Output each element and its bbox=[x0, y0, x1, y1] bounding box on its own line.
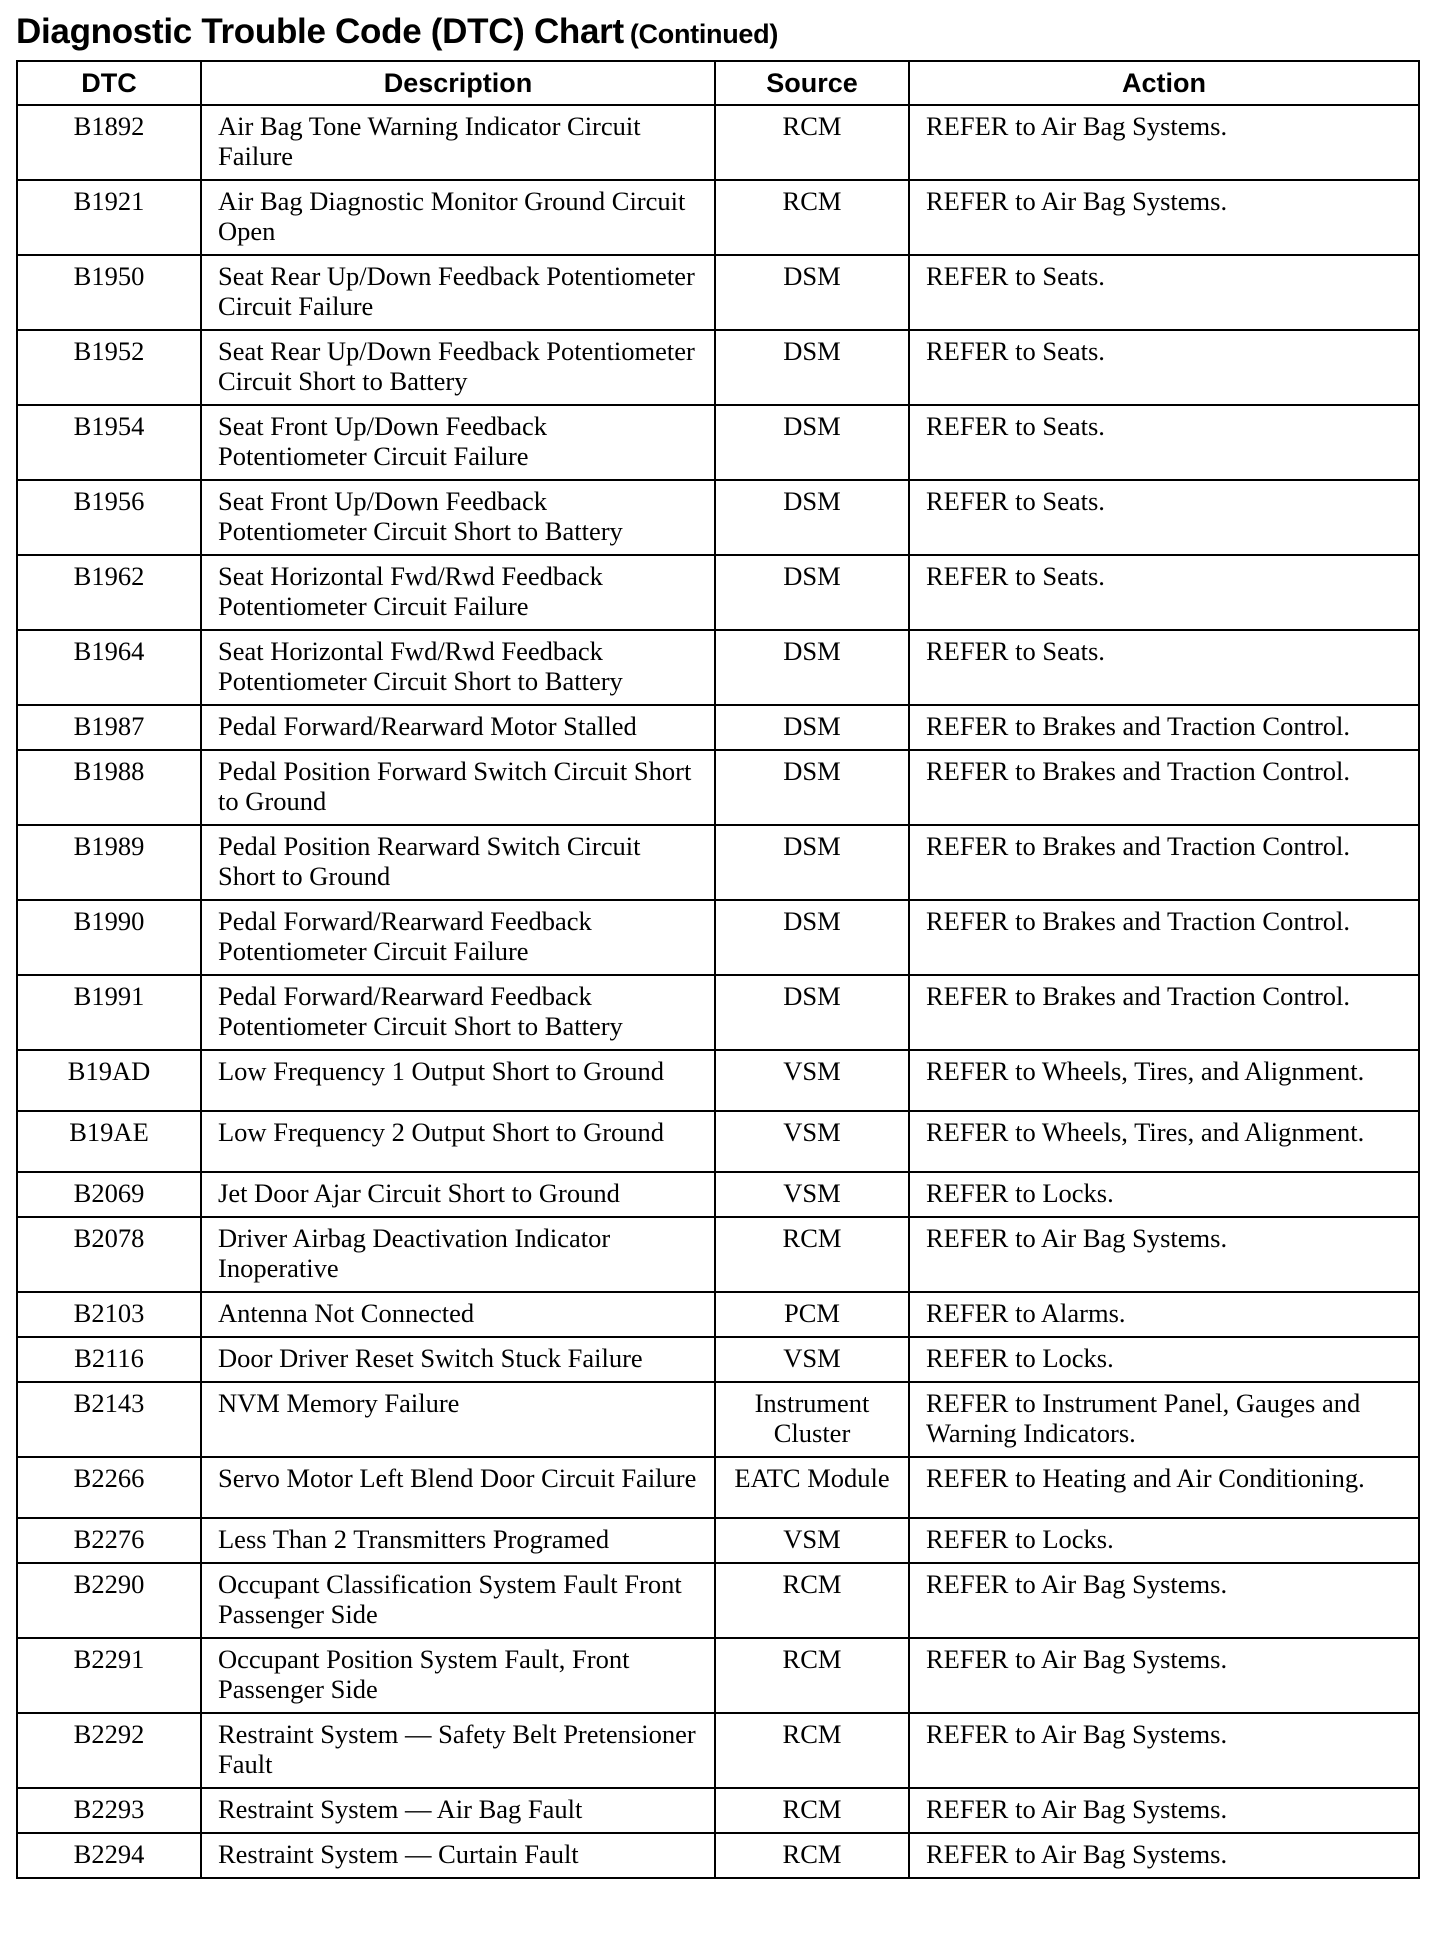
dtc-source: DSM bbox=[715, 825, 909, 900]
dtc-code: B1950 bbox=[17, 255, 201, 330]
dtc-action: REFER to Locks. bbox=[909, 1518, 1419, 1563]
dtc-code: B19AE bbox=[17, 1111, 201, 1172]
dtc-description: NVM Memory Failure bbox=[201, 1382, 715, 1457]
dtc-description: Seat Rear Up/Down Feedback Potentiometer Circuit Short to Battery bbox=[201, 330, 715, 405]
dtc-code: B2291 bbox=[17, 1638, 201, 1713]
dtc-action: REFER to Brakes and Traction Control. bbox=[909, 975, 1419, 1050]
dtc-code: B2143 bbox=[17, 1382, 201, 1457]
dtc-description: Air Bag Diagnostic Monitor Ground Circuit Open bbox=[201, 180, 715, 255]
dtc-source: VSM bbox=[715, 1337, 909, 1382]
table-row bbox=[17, 1457, 1419, 1518]
dtc-source: DSM bbox=[715, 405, 909, 480]
table-row bbox=[17, 1788, 1419, 1833]
dtc-description: Seat Rear Up/Down Feedback Potentiometer Circuit Failure bbox=[201, 255, 715, 330]
dtc-action: REFER to Instrument Panel, Gauges and Warning Indicators. bbox=[909, 1382, 1419, 1457]
dtc-code: B1991 bbox=[17, 975, 201, 1050]
dtc-action: REFER to Air Bag Systems. bbox=[909, 105, 1419, 180]
dtc-source: RCM bbox=[715, 1788, 909, 1833]
dtc-source: VSM bbox=[715, 1050, 909, 1111]
dtc-action: REFER to Seats. bbox=[909, 330, 1419, 405]
dtc-code: B1921 bbox=[17, 180, 201, 255]
dtc-action: REFER to Locks. bbox=[909, 1172, 1419, 1217]
dtc-source: DSM bbox=[715, 330, 909, 405]
dtc-code: B2116 bbox=[17, 1337, 201, 1382]
table-row bbox=[17, 825, 1419, 900]
dtc-description: Low Frequency 2 Output Short to Ground bbox=[201, 1111, 715, 1172]
dtc-source: RCM bbox=[715, 1713, 909, 1788]
dtc-source: VSM bbox=[715, 1172, 909, 1217]
table-row bbox=[17, 1217, 1419, 1292]
dtc-source: RCM bbox=[715, 105, 909, 180]
dtc-source: DSM bbox=[715, 705, 909, 750]
dtc-source: RCM bbox=[715, 180, 909, 255]
table-row bbox=[17, 1172, 1419, 1217]
dtc-source: PCM bbox=[715, 1292, 909, 1337]
dtc-source: DSM bbox=[715, 750, 909, 825]
dtc-source: DSM bbox=[715, 255, 909, 330]
dtc-code: B1956 bbox=[17, 480, 201, 555]
table-row bbox=[17, 1563, 1419, 1638]
dtc-action: REFER to Air Bag Systems. bbox=[909, 180, 1419, 255]
dtc-action: REFER to Seats. bbox=[909, 255, 1419, 330]
table-row bbox=[17, 105, 1419, 180]
table-row bbox=[17, 1713, 1419, 1788]
dtc-action: REFER to Air Bag Systems. bbox=[909, 1563, 1419, 1638]
column-header-dtc: DTC bbox=[17, 61, 201, 105]
dtc-description: Low Frequency 1 Output Short to Ground bbox=[201, 1050, 715, 1111]
dtc-action: REFER to Seats. bbox=[909, 630, 1419, 705]
dtc-source: VSM bbox=[715, 1518, 909, 1563]
table-row bbox=[17, 555, 1419, 630]
dtc-description: Seat Horizontal Fwd/Rwd Feedback Potentiometer Circuit Failure bbox=[201, 555, 715, 630]
dtc-code: B2069 bbox=[17, 1172, 201, 1217]
dtc-description: Pedal Position Rearward Switch Circuit Short to Ground bbox=[201, 825, 715, 900]
dtc-action: REFER to Seats. bbox=[909, 555, 1419, 630]
table-row bbox=[17, 750, 1419, 825]
dtc-description: Pedal Forward/Rearward Motor Stalled bbox=[201, 705, 715, 750]
dtc-code: B1990 bbox=[17, 900, 201, 975]
dtc-source: RCM bbox=[715, 1638, 909, 1713]
dtc-action: REFER to Seats. bbox=[909, 480, 1419, 555]
dtc-code: B2276 bbox=[17, 1518, 201, 1563]
dtc-description: Seat Front Up/Down Feedback Potentiometer Circuit Short to Battery bbox=[201, 480, 715, 555]
table-row bbox=[17, 255, 1419, 330]
dtc-description: Pedal Forward/Rearward Feedback Potentiometer Circuit Short to Battery bbox=[201, 975, 715, 1050]
dtc-action: REFER to Air Bag Systems. bbox=[909, 1833, 1419, 1878]
dtc-source: VSM bbox=[715, 1111, 909, 1172]
table-row bbox=[17, 1382, 1419, 1457]
continued-label: (Continued) bbox=[629, 19, 779, 49]
chart-title: Diagnostic Trouble Code (DTC) Chart bbox=[16, 12, 624, 51]
dtc-description: Air Bag Tone Warning Indicator Circuit Failure bbox=[201, 105, 715, 180]
dtc-description: Pedal Forward/Rearward Feedback Potentiometer Circuit Failure bbox=[201, 900, 715, 975]
table-row bbox=[17, 1638, 1419, 1713]
dtc-code: B2294 bbox=[17, 1833, 201, 1878]
table-row bbox=[17, 900, 1419, 975]
dtc-action: REFER to Wheels, Tires, and Alignment. bbox=[909, 1111, 1419, 1172]
table-row bbox=[17, 330, 1419, 405]
table-row bbox=[17, 1111, 1419, 1172]
dtc-action: REFER to Brakes and Traction Control. bbox=[909, 900, 1419, 975]
dtc-description: Occupant Classification System Fault Front Passenger Side bbox=[201, 1563, 715, 1638]
dtc-description: Door Driver Reset Switch Stuck Failure bbox=[201, 1337, 715, 1382]
dtc-source: RCM bbox=[715, 1217, 909, 1292]
dtc-action: REFER to Air Bag Systems. bbox=[909, 1638, 1419, 1713]
dtc-action: REFER to Air Bag Systems. bbox=[909, 1713, 1419, 1788]
dtc-code: B1962 bbox=[17, 555, 201, 630]
table-row bbox=[17, 1292, 1419, 1337]
table-row bbox=[17, 1337, 1419, 1382]
column-header-action: Action bbox=[909, 61, 1419, 105]
dtc-code: B2078 bbox=[17, 1217, 201, 1292]
dtc-code: B19AD bbox=[17, 1050, 201, 1111]
dtc-source: DSM bbox=[715, 900, 909, 975]
dtc-code: B1964 bbox=[17, 630, 201, 705]
dtc-source: DSM bbox=[715, 975, 909, 1050]
dtc-description: Seat Front Up/Down Feedback Potentiometer Circuit Failure bbox=[201, 405, 715, 480]
dtc-action: REFER to Air Bag Systems. bbox=[909, 1788, 1419, 1833]
dtc-table bbox=[16, 60, 1420, 1879]
dtc-code: B1988 bbox=[17, 750, 201, 825]
dtc-code: B2290 bbox=[17, 1563, 201, 1638]
dtc-description: Less Than 2 Transmitters Programed bbox=[201, 1518, 715, 1563]
dtc-code: B2266 bbox=[17, 1457, 201, 1518]
table-header-row bbox=[17, 61, 1419, 105]
dtc-source: Instrument Cluster bbox=[715, 1382, 909, 1457]
column-header-source: Source bbox=[715, 61, 909, 105]
dtc-source: RCM bbox=[715, 1563, 909, 1638]
table-row bbox=[17, 180, 1419, 255]
dtc-code: B1952 bbox=[17, 330, 201, 405]
dtc-code: B1892 bbox=[17, 105, 201, 180]
table-row bbox=[17, 975, 1419, 1050]
dtc-description: Driver Airbag Deactivation Indicator Inoperative bbox=[201, 1217, 715, 1292]
dtc-description: Seat Horizontal Fwd/Rwd Feedback Potentiometer Circuit Short to Battery bbox=[201, 630, 715, 705]
dtc-code: B2293 bbox=[17, 1788, 201, 1833]
dtc-source: EATC Module bbox=[715, 1457, 909, 1518]
dtc-description: Antenna Not Connected bbox=[201, 1292, 715, 1337]
dtc-action: REFER to Alarms. bbox=[909, 1292, 1419, 1337]
dtc-action: REFER to Brakes and Traction Control. bbox=[909, 825, 1419, 900]
dtc-source: DSM bbox=[715, 630, 909, 705]
dtc-code: B1987 bbox=[17, 705, 201, 750]
dtc-description: Restraint System — Curtain Fault bbox=[201, 1833, 715, 1878]
dtc-action: REFER to Heating and Air Conditioning. bbox=[909, 1457, 1419, 1518]
dtc-action: REFER to Locks. bbox=[909, 1337, 1419, 1382]
dtc-action: REFER to Brakes and Traction Control. bbox=[909, 750, 1419, 825]
table-row bbox=[17, 480, 1419, 555]
table-row bbox=[17, 1833, 1419, 1878]
column-header-description: Description bbox=[201, 61, 715, 105]
table-row bbox=[17, 1050, 1419, 1111]
dtc-code: B2292 bbox=[17, 1713, 201, 1788]
dtc-code: B1989 bbox=[17, 825, 201, 900]
dtc-action: REFER to Air Bag Systems. bbox=[909, 1217, 1419, 1292]
dtc-description: Restraint System — Safety Belt Pretensioner Fault bbox=[201, 1713, 715, 1788]
table-row bbox=[17, 1518, 1419, 1563]
dtc-description: Restraint System — Air Bag Fault bbox=[201, 1788, 715, 1833]
dtc-source: DSM bbox=[715, 555, 909, 630]
dtc-action: REFER to Seats. bbox=[909, 405, 1419, 480]
dtc-action: REFER to Brakes and Traction Control. bbox=[909, 705, 1419, 750]
table-body bbox=[17, 105, 1419, 1878]
table-row bbox=[17, 705, 1419, 750]
dtc-description: Jet Door Ajar Circuit Short to Ground bbox=[201, 1172, 715, 1217]
dtc-source: RCM bbox=[715, 1833, 909, 1878]
page-title bbox=[16, 12, 778, 52]
dtc-source: DSM bbox=[715, 480, 909, 555]
dtc-code: B1954 bbox=[17, 405, 201, 480]
dtc-description: Occupant Position System Fault, Front Passenger Side bbox=[201, 1638, 715, 1713]
table-row bbox=[17, 630, 1419, 705]
table-row bbox=[17, 405, 1419, 480]
dtc-description: Servo Motor Left Blend Door Circuit Failure bbox=[201, 1457, 715, 1518]
dtc-code: B2103 bbox=[17, 1292, 201, 1337]
dtc-action: REFER to Wheels, Tires, and Alignment. bbox=[909, 1050, 1419, 1111]
dtc-description: Pedal Position Forward Switch Circuit Short to Ground bbox=[201, 750, 715, 825]
